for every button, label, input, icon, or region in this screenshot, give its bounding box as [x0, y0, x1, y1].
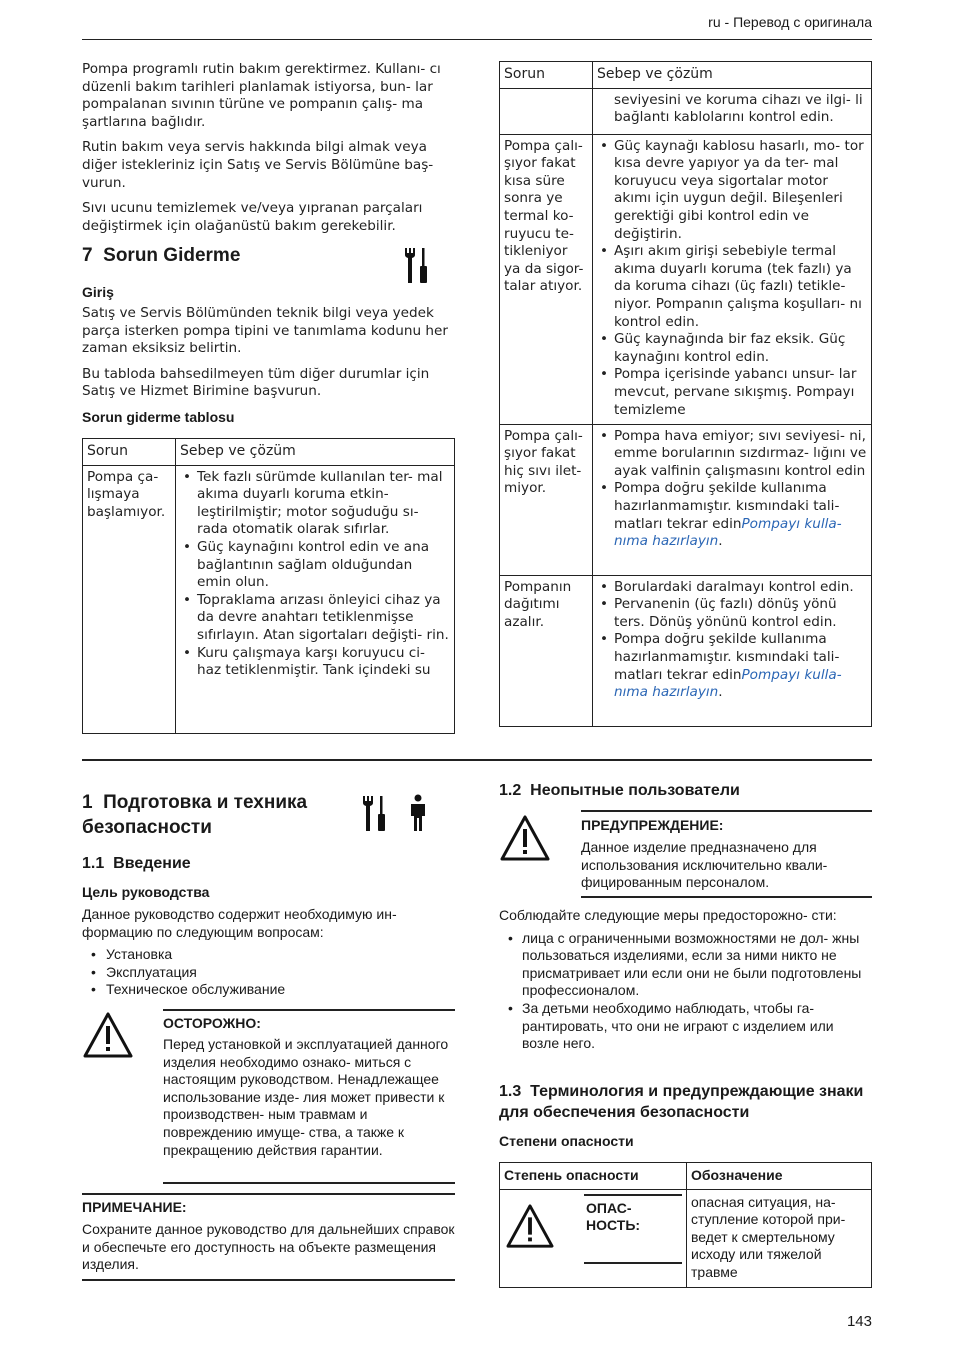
warning-triangle-icon [82, 1011, 134, 1059]
warning-text: Данное изделие предназначено для использования исключительно квали- фицированным персоналом. [581, 839, 828, 891]
cause-text: Pompa doğru şekilde kullanıma hazırlanmamıştır. kısmındaki tali- matları tekrar edin [614, 480, 840, 532]
warning-top-rule [581, 810, 872, 812]
meaning-cell: опасная ситуация, на- ступление которой при- ведет к смертельному исходу или тяжелой травме [687, 1189, 872, 1287]
giris-paragraph: Satış ve Servis Bölümünden teknik bilgi veya yedek parça isterken pompa tipini ve tanımlama kodunu her zaman eksiksiz belirtin. [82, 305, 448, 357]
cause-cell [593, 424, 872, 575]
table-row [500, 134, 872, 424]
hazard-heading: Степени опасности [499, 1133, 634, 1149]
prepare-pump-link[interactable]: Pompayı kulla- nıma hazırlayın [614, 666, 842, 701]
caution-label: ОСТОРОЖНО: [163, 1015, 261, 1031]
problem-cell: Pompa çalı- şıyor fakat kısa süre sonra ye termal ko- ruyucu te- tikleniyor ya da sigor- talar atıyor. [500, 134, 593, 424]
tools-icon [360, 794, 390, 834]
tools-icon [402, 246, 432, 286]
person-icon [404, 794, 432, 834]
warning-bottom-rule [581, 896, 872, 898]
cause-item: • Pompa içerisinde yabancı unsur- lar mevcut, pervane sıkışmış. Pompayı temizleme [597, 366, 867, 419]
col-header-meaning: Обозначение [687, 1163, 872, 1190]
precautions-body [499, 907, 872, 1053]
table-row [500, 1189, 872, 1287]
problem-cell: Pompa çalı- şıyor fakat hiç sıvı ilet- miyor. [500, 424, 593, 575]
list-item: • За детьми необходимо наблюдать, чтобы га- рантировать, что они не играют с изделием или возле него. [499, 1000, 872, 1053]
purpose-heading: Цель руководства [82, 884, 210, 900]
giris-heading: Giriş [82, 284, 114, 300]
section-1-3-heading [499, 1081, 872, 1123]
continued-text: seviyesini ve koruma cihazı ve ilgi- li bağlantı kablolarını kontrol edin. [614, 91, 863, 126]
section-title: Введение [113, 855, 191, 872]
list-item: • Эксплуатация [82, 964, 454, 982]
cause-cell [593, 575, 872, 726]
troubleshooting-table-right [499, 61, 872, 727]
danger-triangle-icon [505, 1203, 555, 1249]
tr-intro-paragraph: Sıvı ucunu temizlemek ve/veya yıpranan parçaları değiştirmek için olağanüstü bakım gerekebilir. [82, 200, 423, 234]
note-top-rule [82, 1193, 455, 1195]
section-title: Неопытные пользователи [530, 782, 740, 799]
problem-cell: Pompanın dağıtımı azalır. [500, 575, 593, 726]
cause-cell [176, 465, 455, 733]
cause-item: • Topraklama arızası önleyici cihaz ya da devre anahtarı tetiklenmişse sıfırlayın. Atan sigortaları değişti- rin. [180, 592, 450, 645]
page-header [82, 14, 872, 30]
col-header-problem: Sorun [500, 62, 593, 89]
section-title: Sorun Giderme [103, 245, 241, 266]
caution-top-rule [163, 1009, 455, 1011]
cause-text-end: . [718, 533, 723, 550]
table-row [83, 465, 455, 733]
section-1-2-heading [499, 780, 740, 801]
section-number: 1.3 [499, 1083, 522, 1100]
col-header-hazard-level: Степень опасности [500, 1163, 687, 1190]
header-title: Перевод с оригинала [733, 14, 872, 30]
section-1-1-heading [82, 853, 191, 874]
hazard-table [499, 1162, 872, 1288]
cause-text-end: . [718, 684, 723, 701]
cause-item: • Güç kaynağı kablosu hasarlı, mo- tor kısa devre yapıyor ya da ter- mal koruyucu veya sigortalar motor akımı için uygun değil. Bileşenleri gerektiği gibi kontrol edin ve değiştirin. [597, 138, 867, 244]
warning-triangle-icon [499, 814, 551, 862]
warning-label: ПРЕДУПРЕЖДЕНИЕ: [581, 817, 724, 833]
cause-item: • Pompa hava emiyor; sıvı seviyesi- ni, emme borularının sızdırmaz- lığını ve ayak valfinin çalışmasını kontrol edin [597, 428, 867, 481]
hazard-level-cell [500, 1189, 687, 1287]
section-divider [82, 759, 872, 761]
cause-item [597, 480, 867, 550]
list-item: • лица с ограниченными возможностями не дол- жны пользоваться изделиями, если за ними никто не присматривает или если они не были подготовлены профессионалом. [499, 930, 872, 1000]
section-number: 1 [82, 792, 93, 813]
purpose-paragraph: Данное руководство содержит необходимую ин- формацию по следующим вопросам: [82, 906, 397, 940]
danger-top-rule [584, 1194, 682, 1196]
tr-left-column [82, 61, 454, 243]
col-header-cause: Sebep ve çözüm [176, 439, 455, 466]
table-row [500, 575, 872, 726]
cause-item: • Tek fazlı sürümde kullanılan ter- mal akıma duyarlı koruma etkin- leştirilmiştir; motor soğuduğu sı- rada otomatik olarak sıfırlar. [180, 469, 450, 539]
list-item: • Установка [82, 946, 454, 964]
cause-item: • Kuru çalışmaya karşı koruyucu ci- haz tetiklenmiştir. Tank içindeki su [180, 645, 450, 680]
page-number: 143 [846, 1313, 872, 1330]
prepare-pump-link[interactable]: Pompayı kulla- nıma hazırlayın [614, 515, 842, 550]
tr-intro-paragraph: Rutin bakım veya servis hakkında bilgi almak veya diğer istekleriniz için Satış ve Servis Bölümüne baş- vurun. [82, 139, 434, 191]
section-title: Подготовка и техника безопасности [82, 792, 308, 838]
cause-item: • Aşırı akım girişi sebebiyle termal akıma duyarlı koruma (tek fazlı) ya da koruma cihazı (üç fazlı) tetikle- niyor. Pompanın çalışma koşulları- nı kontrol edin. [597, 243, 867, 331]
purpose-body [82, 906, 454, 999]
table-header-row [500, 62, 872, 89]
section-number: 1.1 [82, 855, 105, 872]
problem-cell: Pompa ça- lışmaya başlamıyor. [83, 465, 176, 733]
list-item: • Техническое обслуживание [82, 981, 454, 999]
col-header-cause: Sebep ve çözüm [593, 62, 872, 89]
col-header-problem: Sorun [83, 439, 176, 466]
section-title: Терминология и предупреждающие знаки для обеспечения безопасности [499, 1083, 864, 1121]
table-header-row [83, 439, 455, 466]
danger-label: ОПАС- НОСТЬ: [586, 1199, 641, 1234]
table-row [500, 88, 872, 134]
note-text: Сохраните данное руководство для дальнейших справок и обеспечьте его доступность на объекте размещения изделия. [82, 1221, 455, 1273]
section-number: 1.2 [499, 782, 522, 799]
header-lang: ru [708, 14, 721, 30]
table-row [500, 424, 872, 575]
problem-cell [500, 88, 593, 134]
tr-intro-paragraph: Pompa programlı rutin bakım gerektirmez. Kullanı- cı düzenli bakım tarihleri planlamak istiyorsa, bun- lar pompalanan sıvının türüne ve pompanın çalış- ma şartlarına bağlıdır. [82, 61, 441, 130]
cause-item: • Borulardaki daralmayı kontrol edin. [597, 579, 867, 597]
cause-cell [593, 88, 872, 134]
precautions-paragraph: Соблюдайте следующие меры предосторожно- сти: [499, 907, 837, 923]
cause-cell [593, 134, 872, 424]
section-number: 7 [82, 245, 93, 266]
giris-paragraph: Bu tabloda bahsedilmeyen tüm diğer durumlar için Satış ve Hizmet Birimine başvurun. [82, 365, 430, 400]
section-1-heading [82, 790, 352, 840]
giris-body [82, 305, 457, 409]
header-sep: - [720, 14, 734, 30]
cause-item [597, 631, 867, 701]
header-rule [82, 39, 872, 40]
note-bottom-rule [82, 1279, 455, 1281]
table-heading: Sorun giderme tablosu [82, 409, 235, 425]
cause-text: Pompa doğru şekilde kullanıma hazırlanmamıştır. kısmındaki tali- matları tekrar edin [614, 631, 840, 683]
caution-text: Перед установкой и эксплуатацией данного изделия необходимо ознако- миться с настоящим руководством. Ненадлежащее использование изде- лия может привести к производствен- ным травмам и повреждению имуще- ства, а также к прекращению действия гарантии. [163, 1036, 449, 1158]
troubleshooting-table-left [82, 438, 455, 734]
cause-item: • Güç kaynağında bir faz eksik. Güç kaynağını kontrol edin. [597, 331, 867, 366]
cause-item: • Güç kaynağını kontrol edin ve ana bağlantının sağlam olduğundan emin olun. [180, 539, 450, 592]
note-label: ПРИМЕЧАНИЕ: [82, 1199, 187, 1215]
section-7-heading [82, 243, 382, 268]
table-header-row [500, 1163, 872, 1190]
caution-bottom-rule [163, 1182, 455, 1184]
danger-bottom-rule [584, 1262, 682, 1264]
cause-item: • Pervanenin (üç fazlı) dönüş yönü ters. Dönüş yönünü kontrol edin. [597, 596, 867, 631]
